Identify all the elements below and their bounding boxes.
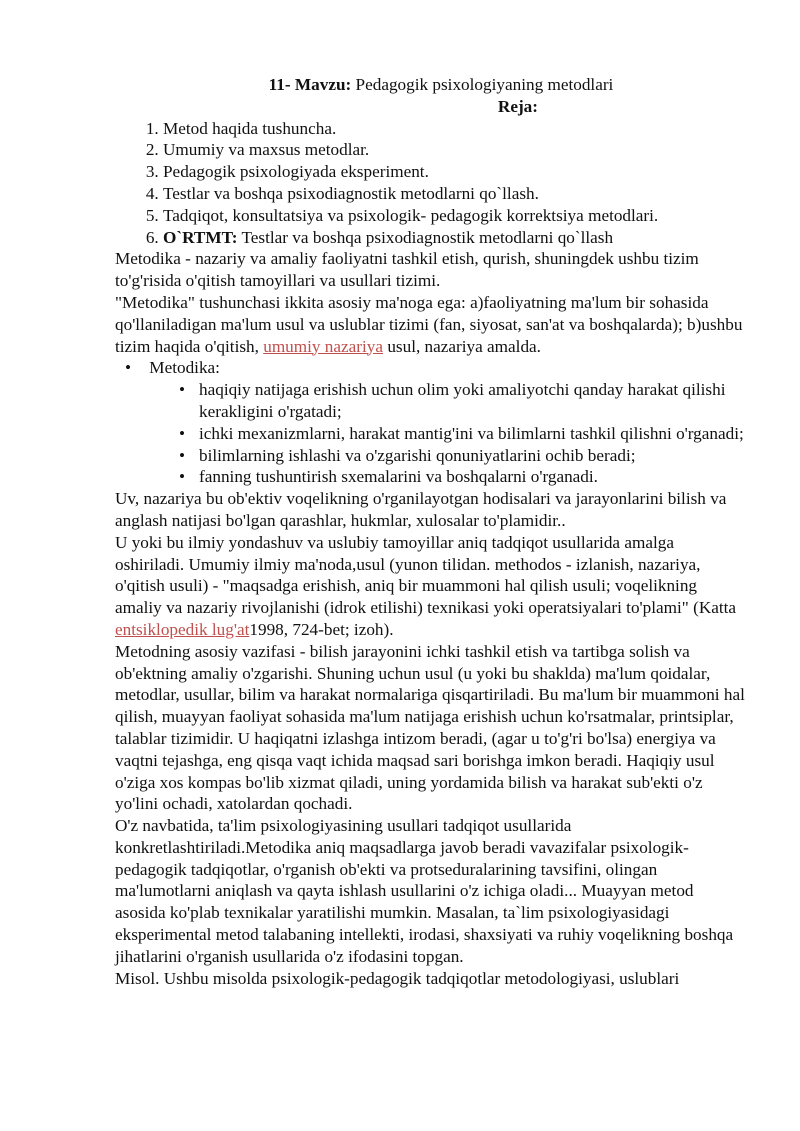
paragraph-metodika-meanings xyxy=(115,292,747,357)
paragraph-text: usul, nazariya amalda. xyxy=(383,336,541,356)
plan-item-text: Testlar va boshqa psixodiagnostik metodlarni qo`llash xyxy=(237,227,614,247)
plan-heading: Reja: xyxy=(497,96,538,116)
metodika-subitem: • fanning tushuntirish sxemalarini va boshqalarni o'rganadi. xyxy=(179,466,747,488)
plan-item: 3. Pedagogik psixologiyada eksperiment. xyxy=(163,161,747,183)
metodika-label: Metodika: xyxy=(149,358,220,378)
topic-heading xyxy=(115,74,747,96)
metodika-subitem: • ichki mexanizmlarni, harakat mantig'ini va bilimlarni tashkil qilishni o'rganadi; xyxy=(179,423,747,445)
plan-item xyxy=(163,227,747,249)
topic-label: 11- Mavzu: xyxy=(268,75,352,94)
paragraph-nazariya: Uv, nazariya bu ob'ektiv voqelikning o'rganilayotgan hodisalari va jarayonlarini bilish va anglash natijasi bo'lgan qarashlar, hukmlar, xulosalar to'plamidir.. xyxy=(115,489,727,530)
plan-item: 2. Umumiy va maxsus metodlar. xyxy=(163,139,747,161)
paragraph-text: 1998, 724-bet; izoh). xyxy=(249,619,394,639)
plan-list xyxy=(115,118,747,249)
metodika-list-item xyxy=(145,357,747,488)
plan-item: 1. Metod haqida tushuncha. xyxy=(163,118,747,140)
link-entsiklopedik-lugat[interactable]: entsiklopedik lug'at xyxy=(115,619,250,639)
plan-item: 4. Testlar va boshqa psixodiagnostik metodlarni qo`llash. xyxy=(163,183,747,205)
metodika-list xyxy=(115,357,747,488)
paragraph-text: "Metodika" tushunchasi ikkita asosiy ma'noga ega: a)faoliyatning ma'lum bir sohasida qo'llaniladigan ma'lum usul va uslublar tizimi (fan, siyosat, san'at va boshqalarda); b)ushbu tizim haqida o'qitish, xyxy=(115,292,743,356)
paragraph-misol: Misol. Ushbu misolda psixologik-pedagogik tadqiqotlar metodologiyasi, uslublari xyxy=(115,968,680,988)
plan-item: 5. Tadqiqot, konsultatsiya va psixologik- pedagogik korrektsiya metodlari. xyxy=(163,205,747,227)
metodika-sublist xyxy=(145,379,747,488)
paragraph-usul xyxy=(115,532,747,641)
paragraph-metod-vazifasi: Metodning asosiy vazifasi - bilish jarayonini ichki tashkil etish va tartibga solish va ob'ektning amaliy o'zgarishi. Shuning uchun usul (u yoki bu shaklda) ma'lum qoidalar, metodlar, usullar, bilim va harakat normalariga qisqartiriladi. Bu ma'lum bir muammoni hal qilish, muayyan faoliyat sohasida ma'lum natijaga erishish uchun ko'rsatmalar, printsiplar, talablar tizimidir. U haqiqatni izlashga intizom beradi, (agar u to'g'ri bo'lsa) energiya va vaqtni tejashga, eng qisqa vaqt ichida maqsad sari borishga imkon beradi. Haqiqiy usul o'ziga xos kompas bo'lib xizmat qiladi, uning yordamida bilish va harakat sub'ekti o'z yo'lini ochadi, xatolardan qochadi. xyxy=(115,641,745,814)
metodika-subitem: • haqiqiy natijaga erishish uchun olim yoki amaliyotchi qanday harakat qilishi kerakligini o'rgatadi; xyxy=(179,379,747,423)
topic-title: Pedagogik psixologiyaning metodlari xyxy=(355,75,614,94)
metodika-subitem: • bilimlarning ishlashi va o'zgarishi qonuniyatlarini ochib beradi; xyxy=(179,445,747,467)
paragraph-talim-psixologiyasi: O'z navbatida, ta'lim psixologiyasining usullari tadqiqot usullarida konkretlashtiriladi.Metodika aniq maqsadlarga javob beradi vavazifalar psixologik-pedagogik tadqiqotlar, o'rganish ob'ekti va protseduralarining tavsifini, olingan ma'lumotlarni aniqlash va qayta ishlash usullarini o'z ichiga oladi... Muayyan metod asosida ko'plab texnikalar yaratilishi mumkin. Masalan, ta`lim psixologiyasidagi eksperimental metod talabaning intellekti, irodasi, shaxsiyati va ruhiy voqelikning boshqa jihatlarini o'rganish usullarida o'z ifodasini topgan. xyxy=(115,816,734,966)
paragraph-metodika-definition: Metodika - nazariy va amaliy faoliyatni tashkil etish, qurish, shuningdek ushbu tizim to'g'risida o'qitish tamoyillari va usullari tizimi. xyxy=(115,249,699,291)
link-umumiy-nazariya[interactable]: umumiy nazariya xyxy=(263,336,384,356)
paragraph-text: U yoki bu ilmiy yondashuv va uslubiy tamoyillar aniq tadqiqot usullarida amalga oshiriladi. Umumiy ilmiy ma'noda,usul (yunon tilidan. methodos - izlanish, nazariya, o'qitish usuli) - "maqsadga erishish, aniq bir muammoni hal qilish usuli; voqelikning amaliy va nazariy rivojlanishi (idrok etilishi) texnikasi yoki operatsiyalari to'plami" (Katta xyxy=(115,532,737,618)
plan-item-label: O`RTMT: xyxy=(163,227,238,247)
document-page xyxy=(115,74,747,989)
